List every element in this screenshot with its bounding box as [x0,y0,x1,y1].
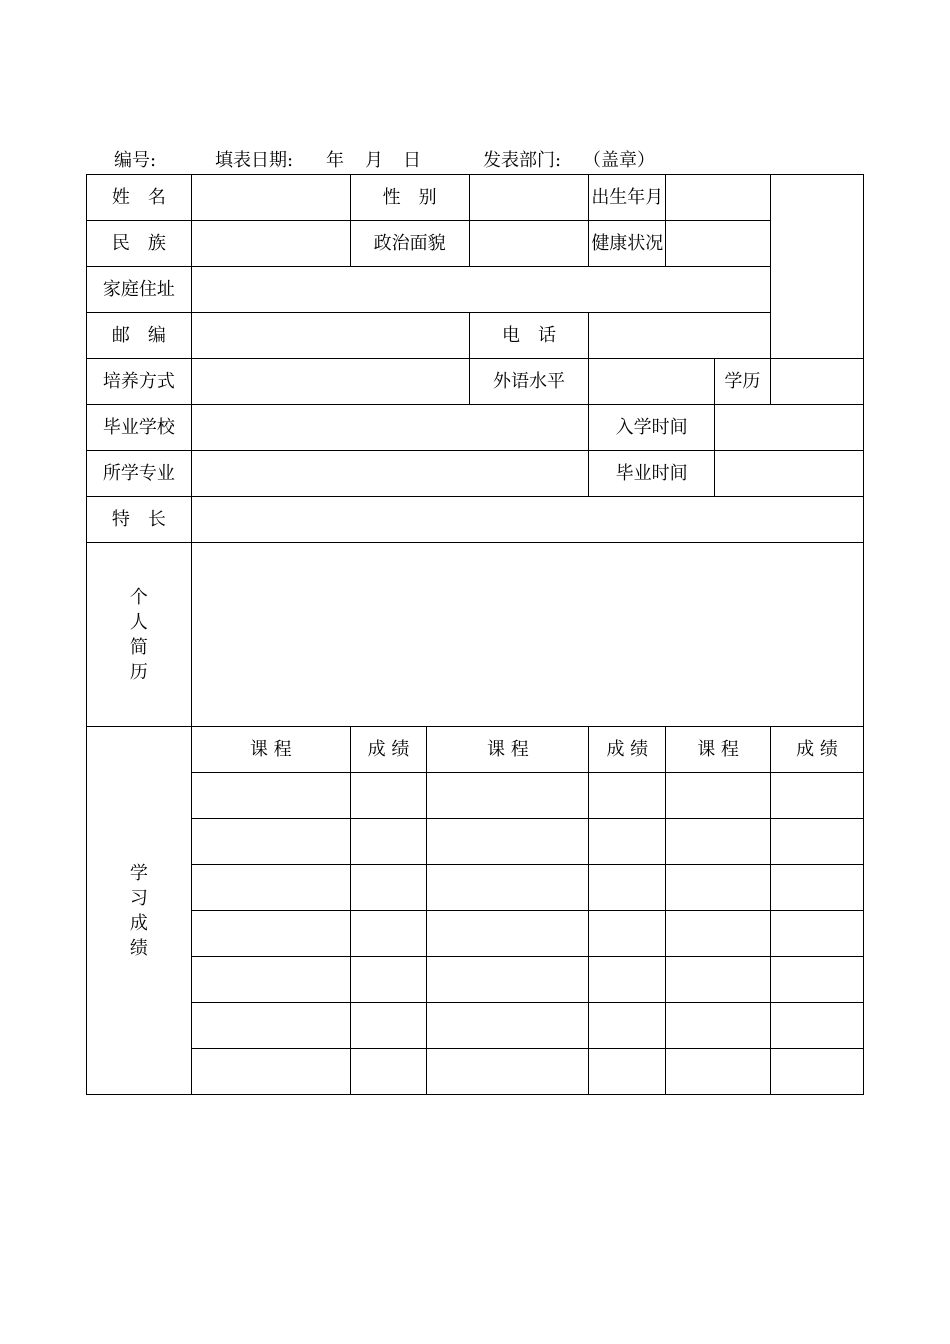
grades-row [87,911,864,957]
specialty-label: 特 长 [87,497,192,543]
form-header [86,149,864,173]
score-cell[interactable] [589,865,666,911]
course-header-1: 课 程 [191,727,350,773]
major-field[interactable] [191,451,589,497]
postcode-field[interactable] [191,313,469,359]
political-label: 政治面貌 [350,221,469,267]
gender-label: 性 别 [350,175,469,221]
gender-field[interactable] [469,175,589,221]
score-header-2: 成 绩 [589,727,666,773]
score-cell[interactable] [770,773,863,819]
row-resume [87,543,864,727]
course-cell[interactable] [191,1003,350,1049]
health-label: 健康状况 [589,221,666,267]
grades-label: 学习成绩 [129,862,148,959]
resume-label-cell [87,543,192,727]
row-major [87,451,864,497]
course-cell[interactable] [191,911,350,957]
score-cell[interactable] [589,957,666,1003]
score-cell[interactable] [770,1049,863,1095]
course-cell[interactable] [427,819,589,865]
course-cell[interactable] [191,819,350,865]
row-specialty [87,497,864,543]
row-postcode [87,313,864,359]
grades-row [87,1049,864,1095]
score-cell[interactable] [770,957,863,1003]
course-cell[interactable] [666,1049,771,1095]
score-cell[interactable] [589,1049,666,1095]
course-cell[interactable] [666,1003,771,1049]
enroll-label: 入学时间 [589,405,714,451]
course-cell[interactable] [427,1049,589,1095]
course-cell[interactable] [191,1049,350,1095]
score-cell[interactable] [589,819,666,865]
course-header-2: 课 程 [427,727,589,773]
score-cell[interactable] [350,819,427,865]
course-cell[interactable] [427,957,589,1003]
major-label: 所学专业 [87,451,192,497]
score-cell[interactable] [350,865,427,911]
birth-label: 出生年月 [589,175,666,221]
row-ethnicity [87,221,864,267]
score-cell[interactable] [589,1003,666,1049]
address-field[interactable] [191,267,770,313]
score-cell[interactable] [589,773,666,819]
course-cell[interactable] [666,865,771,911]
course-cell[interactable] [191,865,350,911]
grades-row [87,1003,864,1049]
course-cell[interactable] [666,911,771,957]
grades-row [87,865,864,911]
course-cell[interactable] [666,957,771,1003]
row-school [87,405,864,451]
enroll-field[interactable] [714,405,863,451]
training-label: 培养方式 [87,359,192,405]
resume-label: 个人简历 [129,586,148,683]
address-label: 家庭住址 [87,267,192,313]
score-cell[interactable] [350,1049,427,1095]
grades-header-row [87,727,864,773]
score-cell[interactable] [770,911,863,957]
language-label: 外语水平 [469,359,589,405]
ethnicity-field[interactable] [191,221,350,267]
score-cell[interactable] [770,819,863,865]
photo-box[interactable] [770,175,863,359]
score-cell[interactable] [350,1003,427,1049]
score-cell[interactable] [589,911,666,957]
phone-label: 电 话 [469,313,589,359]
ethnicity-label: 民 族 [87,221,192,267]
row-training [87,359,864,405]
name-field[interactable] [191,175,350,221]
name-label: 姓 名 [87,175,192,221]
phone-field[interactable] [589,313,771,359]
score-cell[interactable] [350,911,427,957]
score-header-1: 成 绩 [350,727,427,773]
course-cell[interactable] [427,911,589,957]
graduate-field[interactable] [714,451,863,497]
grades-row [87,957,864,1003]
grades-row [87,819,864,865]
score-cell[interactable] [350,957,427,1003]
language-field[interactable] [589,359,714,405]
political-field[interactable] [469,221,589,267]
grades-row [87,773,864,819]
course-cell[interactable] [191,957,350,1003]
score-header-3: 成 绩 [770,727,863,773]
course-header-3: 课 程 [666,727,771,773]
seal-label: （盖章） [583,150,655,171]
score-cell[interactable] [770,865,863,911]
issuing-dept-label: 发表部门: [483,150,562,171]
registration-form-table [86,174,864,1095]
row-name [87,175,864,221]
day-label: 日 [403,150,421,171]
school-field[interactable] [191,405,589,451]
postcode-label: 邮 编 [87,313,192,359]
birth-field[interactable] [666,175,771,221]
graduate-label: 毕业时间 [589,451,714,497]
health-field[interactable] [666,221,771,267]
school-label: 毕业学校 [87,405,192,451]
degree-label: 学历 [714,359,770,405]
degree-field[interactable] [770,359,863,405]
course-cell[interactable] [666,819,771,865]
resume-field[interactable] [191,543,863,727]
course-cell[interactable] [427,1003,589,1049]
fill-date-label: 填表日期: [215,150,294,171]
row-address [87,267,864,313]
grades-label-cell [87,727,192,1095]
course-cell[interactable] [666,773,771,819]
month-label: 月 [365,150,383,171]
year-label: 年 [326,150,344,171]
score-cell[interactable] [350,773,427,819]
course-cell[interactable] [427,773,589,819]
number-label: 编号: [114,150,157,171]
course-cell[interactable] [427,865,589,911]
score-cell[interactable] [770,1003,863,1049]
course-cell[interactable] [191,773,350,819]
specialty-field[interactable] [191,497,863,543]
training-field[interactable] [191,359,469,405]
